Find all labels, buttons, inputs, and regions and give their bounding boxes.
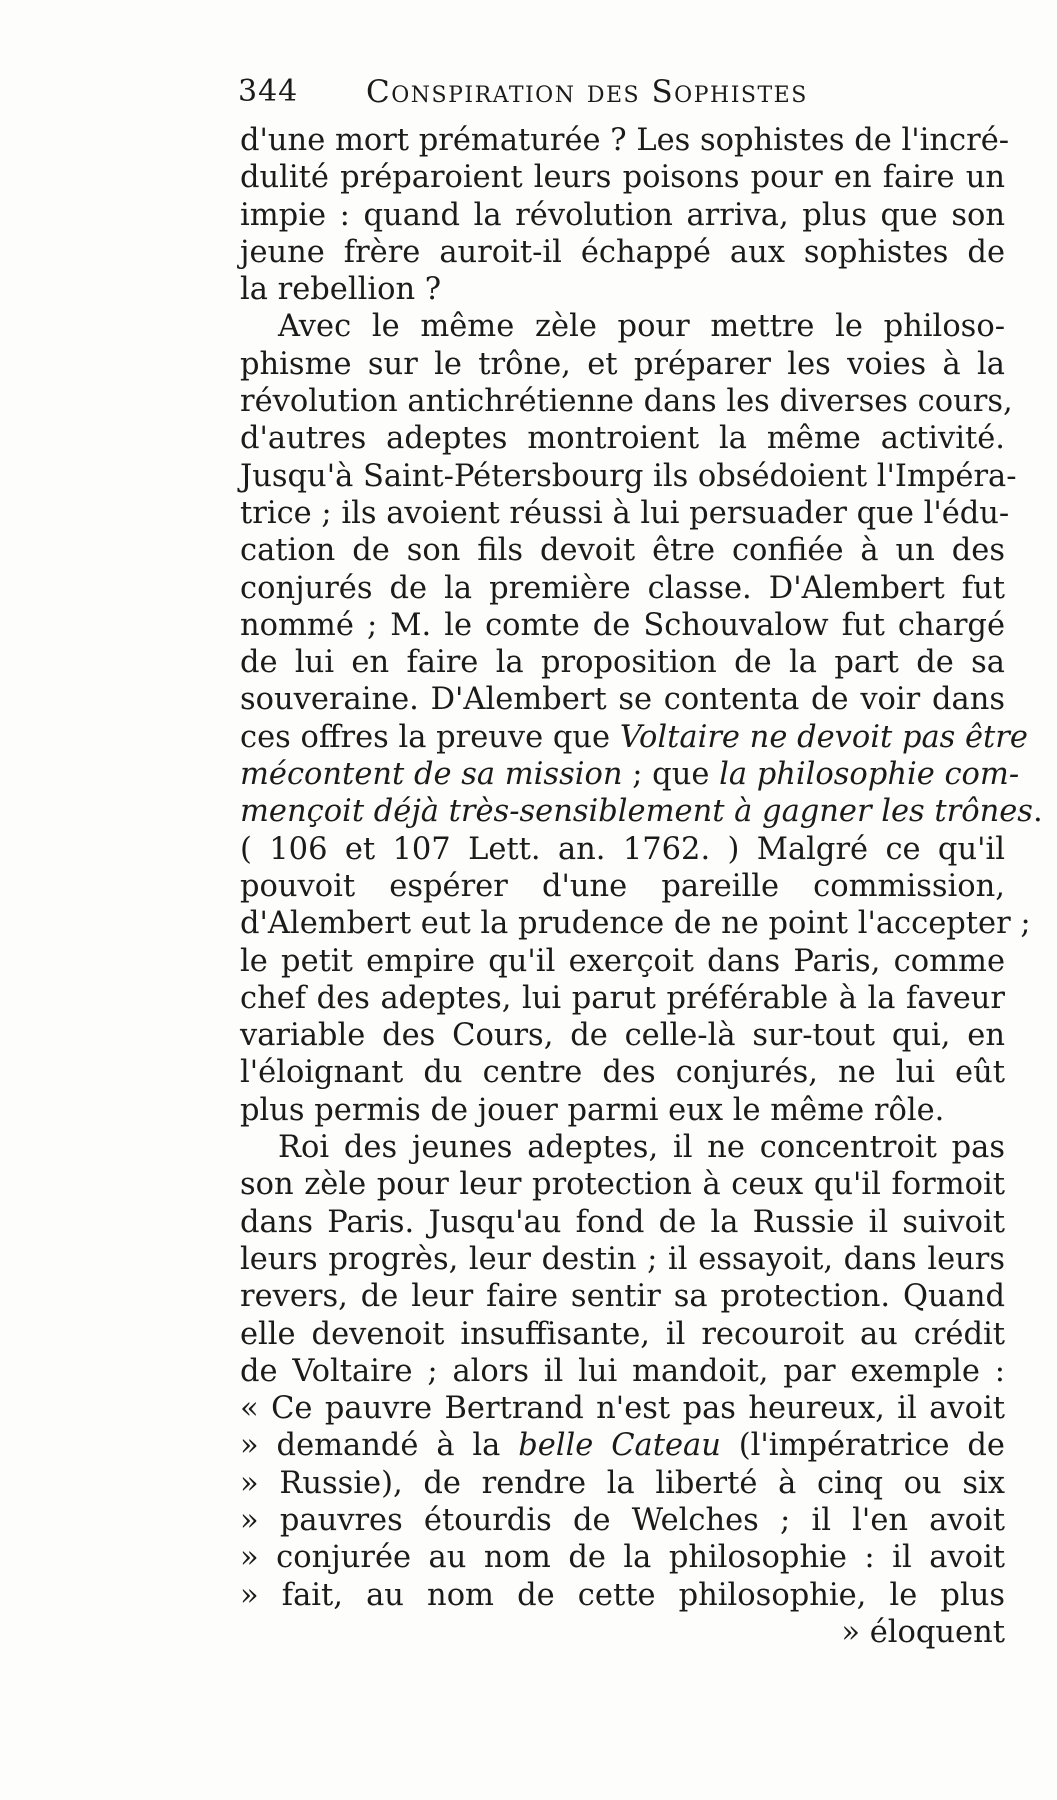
text-line <box>240 1241 1005 1278</box>
text-segment: d'Alembert eut la prudence de ne point l'accepter ; <box>240 906 1031 942</box>
text-line <box>240 980 1005 1017</box>
text-segment: dans Paris. Jusqu'au fond de la Russie il suivoit <box>240 1204 1005 1240</box>
text-segment: revers, de leur faire sentir sa protection. Quand <box>240 1279 1005 1315</box>
italic-text: la philosophie com- <box>719 757 1020 793</box>
body-text <box>240 122 1043 1651</box>
text-segment: impie : quand la révolution arriva, plus que son <box>240 197 1005 233</box>
text-segment: » conjurée au nom de la philosophie : il avoit <box>240 1540 1005 1576</box>
text-segment: Avec le même zèle pour mettre le philoso- <box>278 309 1005 345</box>
running-title: Conspiration des Sophistes <box>366 74 808 110</box>
text-line <box>240 1353 1005 1390</box>
text-segment: cation de son fils devoit être confiée à un des <box>240 533 1005 569</box>
text-line <box>240 1278 1005 1315</box>
text-line <box>240 234 1005 271</box>
text-line <box>240 383 1013 420</box>
text-segment: de lui en faire la proposition de la part de sa <box>240 645 1005 681</box>
text-segment: » Russie), de rendre la liberté à cinq ou six <box>240 1465 1005 1501</box>
text-segment: ( 106 et 107 Lett. an. 1762. ) Malgré ce qu'il <box>240 831 1005 867</box>
text-line <box>240 905 1031 942</box>
catchword: » éloquent <box>841 1614 1005 1650</box>
text-line <box>240 346 1005 383</box>
text-line <box>240 495 1010 532</box>
text-segment: » demandé à la <box>240 1428 519 1464</box>
text-segment: conjurés de la première classe. D'Alembert fut <box>240 570 1005 606</box>
text-segment: Jusqu'à Saint-Pétersbourg ils obsédoient l'Impéra- <box>240 458 1017 494</box>
italic-text: belle Cateau <box>518 1428 721 1464</box>
text-segment: . <box>1032 794 1043 830</box>
text-line <box>240 1166 1005 1203</box>
text-segment: « Ce pauvre Bertrand n'est pas heureux, il avoit <box>240 1391 1005 1427</box>
text-line <box>240 420 1005 457</box>
text-segment: » pauvres étourdis de Welches ; il l'en avoit <box>240 1502 1005 1538</box>
text-segment: nommé ; M. le comte de Schouvalow fut chargé <box>240 607 1005 643</box>
text-segment: trice ; ils avoient réussi à lui persuader que l'édu- <box>240 495 1010 531</box>
text-segment: ; que <box>622 757 720 793</box>
text-segment: pouvoit espérer d'une pareille commission, <box>240 868 1005 904</box>
text-segment: chef des adeptes, lui parut préférable à la faveur <box>240 980 1005 1016</box>
text-segment: la rebellion ? <box>240 272 442 308</box>
text-line <box>240 1092 1005 1129</box>
page-header <box>238 74 1008 124</box>
text-line <box>240 122 1010 159</box>
text-segment: l'éloignant du centre des conjurés, ne lui eût <box>240 1055 1005 1091</box>
text-line <box>240 831 1005 868</box>
text-line <box>240 607 1005 644</box>
text-segment: souveraine. D'Alembert se contenta de voir dans <box>240 682 1005 718</box>
text-segment: variable des Cours, de celle-là sur-tout qui, en <box>240 1018 1005 1054</box>
text-line <box>240 793 1043 830</box>
text-line <box>240 458 1017 495</box>
text-segment: Roi des jeunes adeptes, il ne concentroit pas <box>278 1130 1005 1166</box>
text-segment: leurs progrès, leur destin ; il essayoit, dans leurs <box>240 1241 1005 1277</box>
text-line <box>240 197 1005 234</box>
text-line <box>240 159 1005 196</box>
italic-text: Voltaire ne devoit pas être <box>619 719 1028 755</box>
text-line <box>240 1017 1005 1054</box>
text-line <box>240 756 1020 793</box>
text-segment: le petit empire qu'il exerçoit dans Paris, comme <box>240 943 1005 979</box>
text-line <box>240 868 1005 905</box>
italic-text: mençoit déjà très-sensiblement à gagner les trônes <box>240 794 1033 830</box>
text-line <box>240 644 1005 681</box>
text-segment: d'autres adeptes montroient la même activité. <box>240 421 1005 457</box>
text-line <box>240 943 1005 980</box>
text-line <box>240 532 1005 569</box>
text-line <box>240 271 1005 308</box>
text-line <box>240 1427 1005 1464</box>
text-line <box>240 308 1005 345</box>
text-segment: » fait, au nom de cette philosophie, le plus <box>240 1577 1005 1613</box>
text-segment: révolution antichrétienne dans les diverses cours, <box>240 384 1013 420</box>
text-segment: de Voltaire ; alors il lui mandoit, par exemple : <box>240 1353 1005 1389</box>
text-segment: son zèle pour leur protection à ceux qu'il formoit <box>240 1167 1005 1203</box>
text-segment: elle devenoit insuffisante, il recouroit au crédit <box>240 1316 1005 1352</box>
text-line <box>240 1204 1005 1241</box>
text-segment: (l'impératrice de <box>720 1428 1005 1464</box>
text-line <box>240 719 1028 756</box>
text-segment: plus permis de jouer parmi eux le même rôle. <box>240 1092 945 1128</box>
text-line <box>240 1316 1005 1353</box>
text-line <box>240 1502 1005 1539</box>
text-segment: jeune frère auroit-il échappé aux sophistes de <box>240 234 1005 270</box>
italic-text: mécontent de sa mission <box>240 757 623 793</box>
text-line <box>240 570 1005 607</box>
text-segment: phisme sur le trône, et préparer les voies à la <box>240 346 1005 382</box>
text-segment: d'une mort prématurée ? Les sophistes de l'incré- <box>240 123 1010 158</box>
text-line <box>240 1577 1005 1614</box>
text-line <box>240 1390 1005 1427</box>
text-line <box>240 1129 1005 1166</box>
text-line <box>240 1054 1005 1091</box>
text-line <box>240 1539 1005 1576</box>
text-line <box>240 681 1005 718</box>
page-number: 344 <box>238 74 299 109</box>
text-line <box>240 1465 1005 1502</box>
text-segment: dulité préparoient leurs poisons pour en faire un <box>240 160 1005 196</box>
text-segment: ces offres la preuve que <box>240 719 620 755</box>
